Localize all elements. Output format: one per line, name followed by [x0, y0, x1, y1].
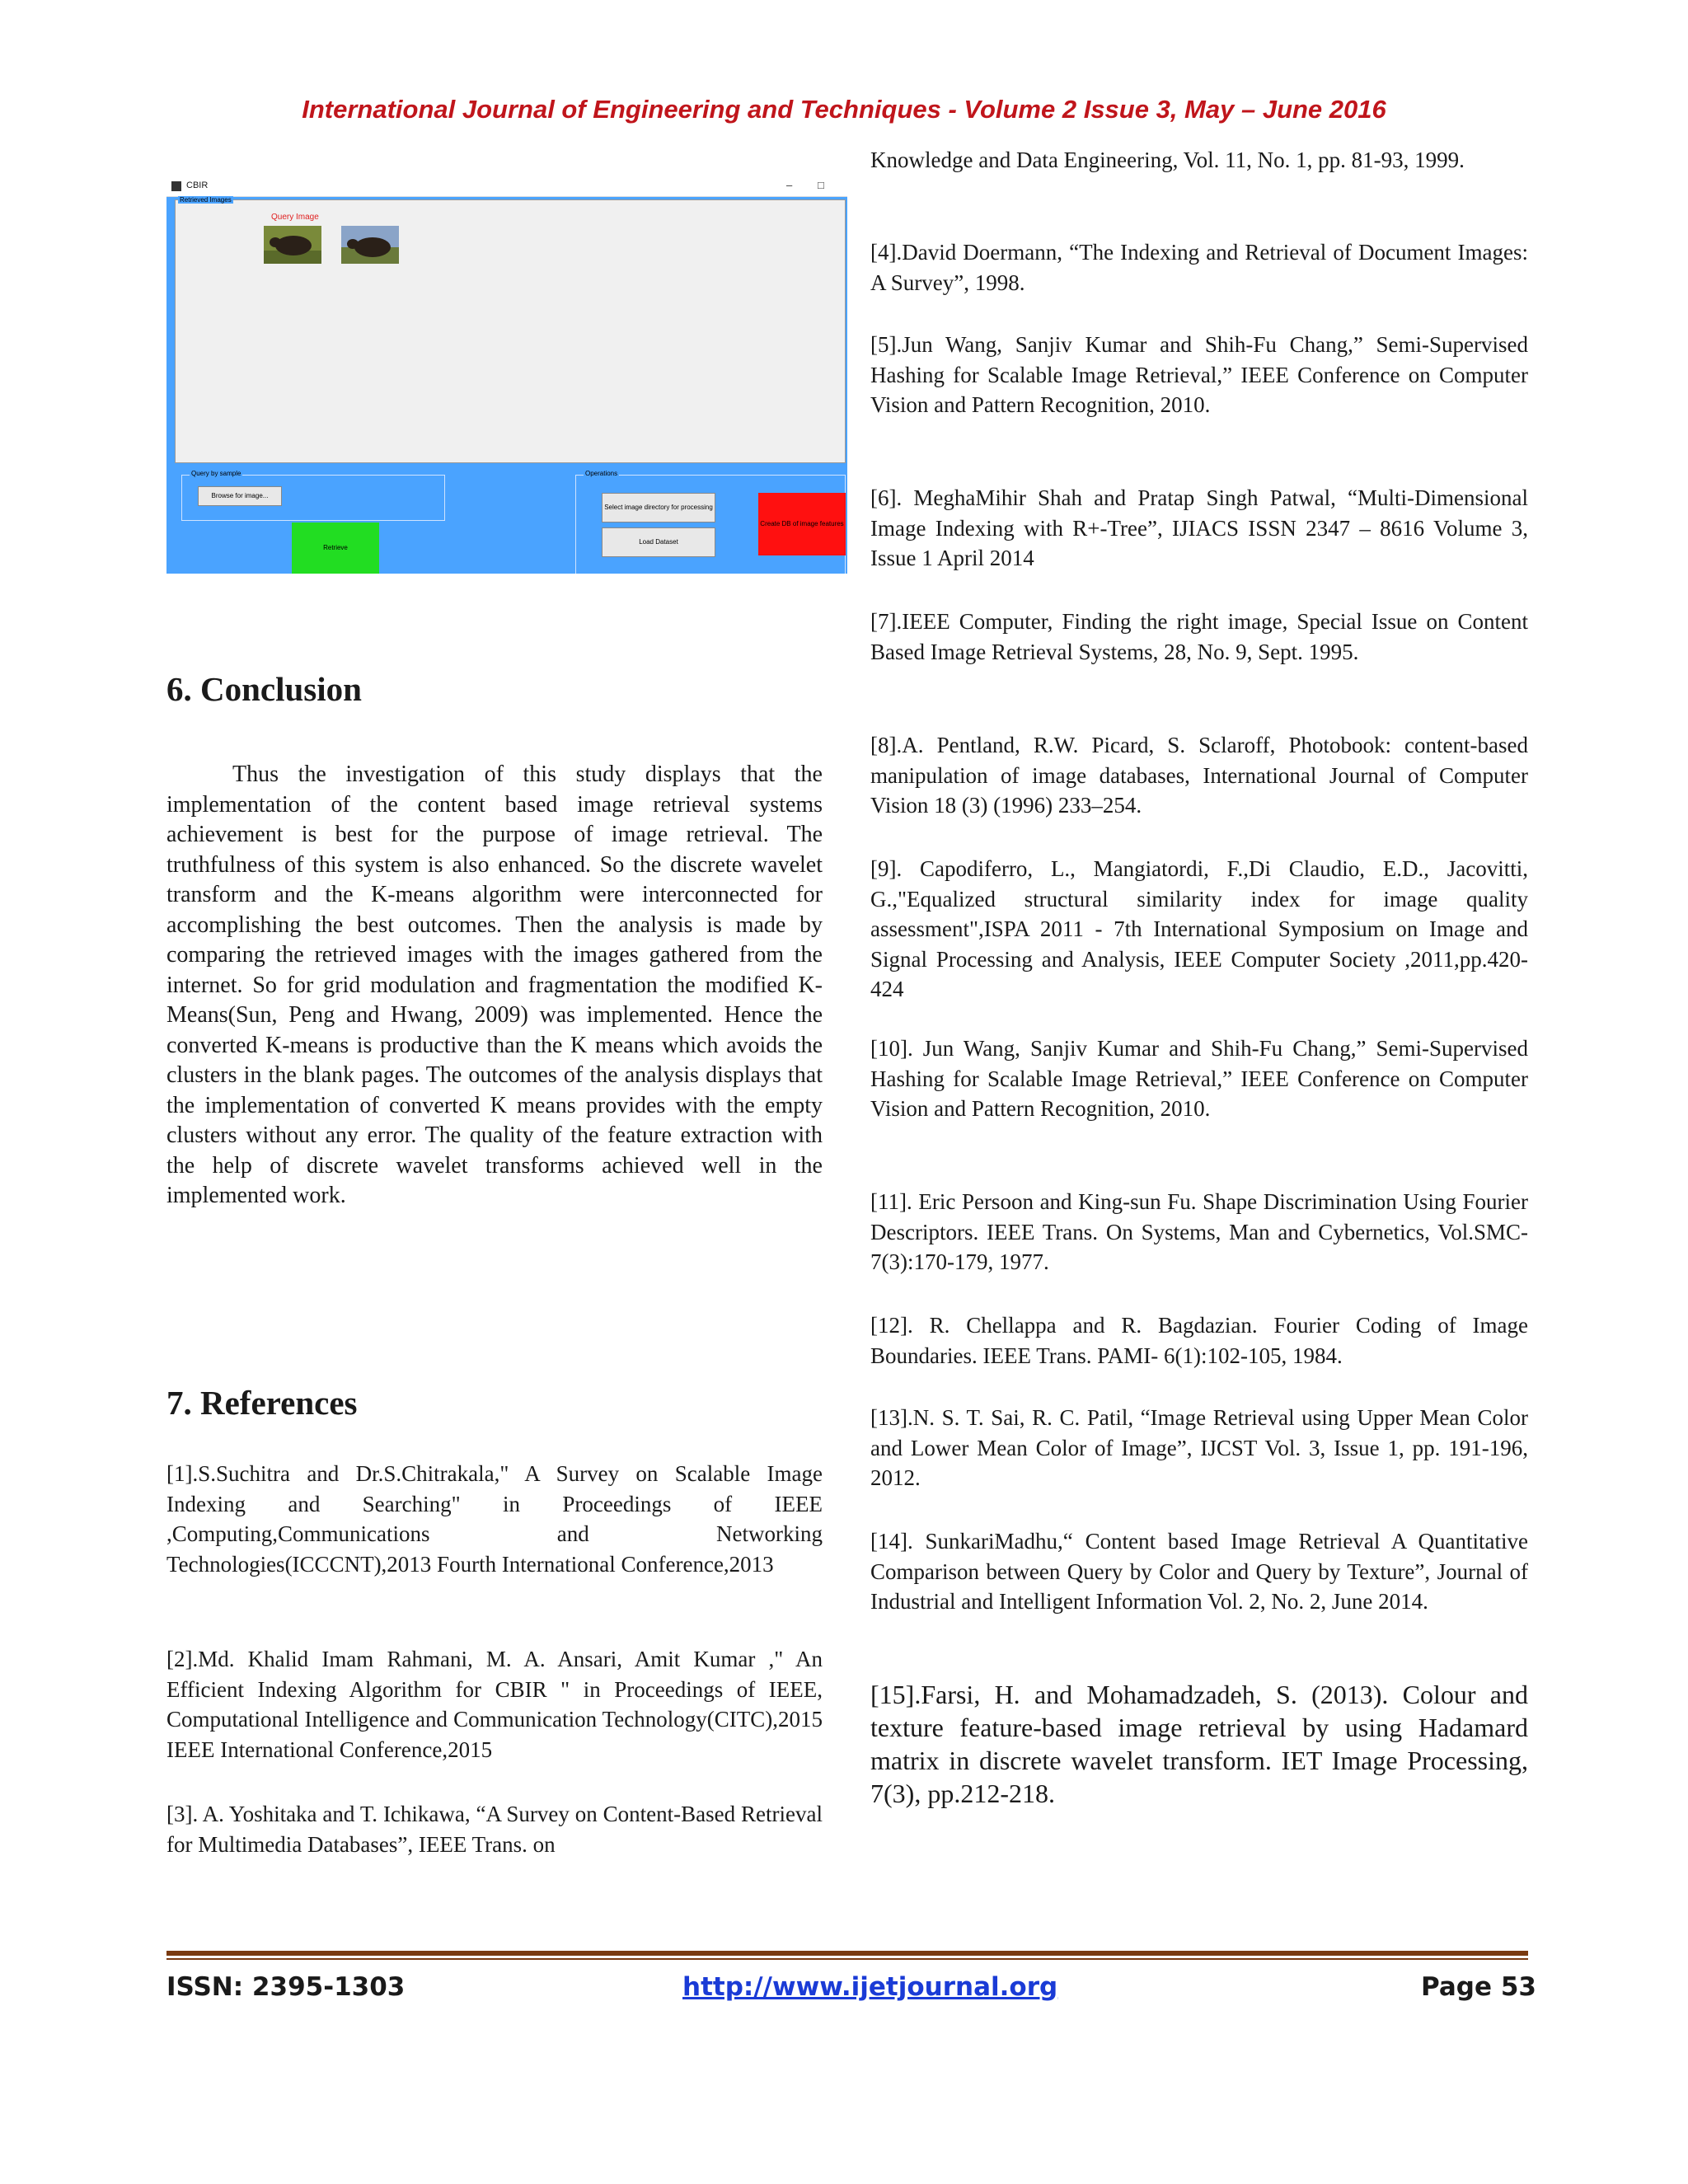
cbir-screenshot — [166, 176, 847, 574]
footer-url-link[interactable]: http://www.ijetjournal.org — [682, 1972, 1058, 2002]
footer-url-wrap — [682, 1972, 1057, 2002]
reference-7: [7].IEEE Computer, Finding the right image, Special Issue on Content Based Image Retrieval Systems, 28, No. 9, Sept. 1995. — [870, 609, 1528, 664]
reference-1: [1].S.Suchitra and Dr.S.Chitrakala," A Survey on Scalable Image Indexing and Searching" in Proceedings of IEEE ,Computing,Communications and Networking Technologies(ICCCNT),2013 Fourth International Conference,2013 — [166, 1461, 823, 1577]
query-image — [264, 226, 321, 264]
retrieve-button[interactable]: Retrieve — [292, 523, 379, 574]
reference-12: [12]. R. Chellappa and R. Bagdazian. Fourier Coding of Image Boundaries. IEEE Trans. PAMI- 6(1):102-105, 1984. — [870, 1313, 1528, 1368]
reference-13: [13].N. S. T. Sai, R. C. Patil, “Image Retrieval using Upper Mean Color and Lower Mean Color of Image”, IJCST Vol. 3, Issue 1, pp. 191-196, 2012. — [870, 1405, 1528, 1490]
reference-11: [11]. Eric Persoon and King-sun Fu. Shape Discrimination Using Fourier Descriptors. IEEE Trans. On Systems, Man and Cybernetics, Vol.SMC-7(3):170-179, 1977. — [870, 1189, 1528, 1274]
maximize-icon[interactable]: □ — [818, 179, 824, 191]
app-icon — [171, 181, 181, 191]
reference-5: [5].Jun Wang, Sanjiv Kumar and Shih-Fu Chang,” Semi-Supervised Hashing for Scalable Image Retrieval,” IEEE Conference on Computer Vision and Pattern Recognition, 2010. — [870, 332, 1528, 417]
query-image-label: Query Image — [271, 213, 319, 222]
retrieved-image[interactable] — [341, 226, 399, 264]
window-title: CBIR — [186, 180, 209, 190]
reference-14: [14]. SunkariMadhu,“ Content based Image Retrieval A Quantitative Comparison between Query by Color and Query by Texture”, Journal of Industrial and Intelligent Information Vol. 2, No. 2, June 2014. — [870, 1529, 1528, 1614]
conclusion-paragraph: Thus the investigation of this study displays that the implementation of the content based image retrieval systems achievement is best for the purpose of image retrieval. The truthfulness of this system is also enhanced. So the discrete wavelet transform and the K-means algorithm were interconnected for accomplishing the best outcomes. Then the analysis is made by comparing the retrieved images with the images gathered from the internet. So for grid modulation and fragmentation the modified K-Means(Sun, Peng and Hwang, 2009) was implemented. Hence the converted K-means is productive than the K means which avoids the clusters in the blank pages. The outcomes of the analysis displays that the implementation of converted K means provides with the empty clusters without any error. The quality of the feature extraction with the help of discrete wavelet transforms achieved well in the implemented work. — [166, 762, 823, 1208]
running-header: International Journal of Engineering and Techniques - Volume 2 Issue 3, May – June 2016 — [302, 95, 1386, 124]
browse-button[interactable]: Browse for image... — [198, 486, 282, 506]
reference-3-cont: Knowledge and Data Engineering, Vol. 11, No. 1, pp. 81-93, 1999. — [870, 148, 1465, 172]
footer-rule — [166, 1951, 1528, 1956]
reference-10: [10]. Jun Wang, Sanjiv Kumar and Shih-Fu Chang,” Semi-Supervised Hashing for Scalable Image Retrieval,” IEEE Conference on Computer Vision and Pattern Recognition, 2010. — [870, 1036, 1528, 1121]
reference-6: [6]. MeghaMihir Shah and Pratap Singh Patwal, “Multi-Dimensional Image Indexing with R+-Tree”, IJIACS ISSN 2347 – 8616 Volume 3, Issue 1 April 2014 — [870, 485, 1528, 570]
query-group-label: Query by sample — [191, 470, 241, 477]
window-titlebar — [166, 176, 847, 197]
footer-rule-thin — [166, 1958, 1528, 1960]
operations-group-label: Operations — [585, 470, 618, 477]
load-dataset-button[interactable]: Load Dataset — [602, 527, 715, 557]
reference-2: [2].Md. Khalid Imam Rahmani, M. A. Ansari, Amit Kumar ," An Efficient Indexing Algorithm for CBIR " in Proceedings of IEEE, Computational Intelligence and Communication Technology(CITC),2015 IEEE International Conference,2015 — [166, 1647, 823, 1762]
reference-3: [3]. A. Yoshitaka and T. Ichikawa, “A Survey on Content-Based Retrieval for Multimedia Databases”, IEEE Trans. on — [166, 1802, 823, 1857]
reference-9: [9]. Capodiferro, L., Mangiatordi, F.,Di Claudio, E.D., Jacovitti, G.,"Equalized structural similarity index for image quality assessment",ISPA 2011 - 7th International Symposium on Image and Signal Processing and Analysis, IEEE Computer Society ,2011,pp.420-424 — [870, 856, 1528, 1001]
create-db-button[interactable]: Create DB of image features — [758, 493, 846, 555]
references-heading: 7. References — [166, 1384, 358, 1422]
reference-15: [15].Farsi, H. and Mohamadzadeh, S. (2013). Colour and texture feature-based image retrieval by using Hadamard matrix in discrete wavelet transform. IET Image Processing, 7(3), pp.212-218. — [870, 1680, 1528, 1808]
minimize-icon[interactable]: – — [786, 179, 793, 191]
conclusion-heading: 6. Conclusion — [166, 670, 362, 708]
select-directory-button[interactable]: Select image directory for processing — [602, 493, 715, 523]
reference-8: [8].A. Pentland, R.W. Picard, S. Sclaroff, Photobook: content-based manipulation of image databases, International Journal of Computer Vision 18 (3) (1996) 233–254. — [870, 733, 1528, 818]
reference-4: [4].David Doermann, “The Indexing and Retrieval of Document Images: A Survey”, 1998. — [870, 240, 1528, 295]
footer-page-number: Page 53 — [1421, 1972, 1536, 2002]
retrieved-group-label: Retrieved Images — [180, 196, 232, 204]
footer-issn: ISSN: 2395-1303 — [166, 1972, 406, 2002]
